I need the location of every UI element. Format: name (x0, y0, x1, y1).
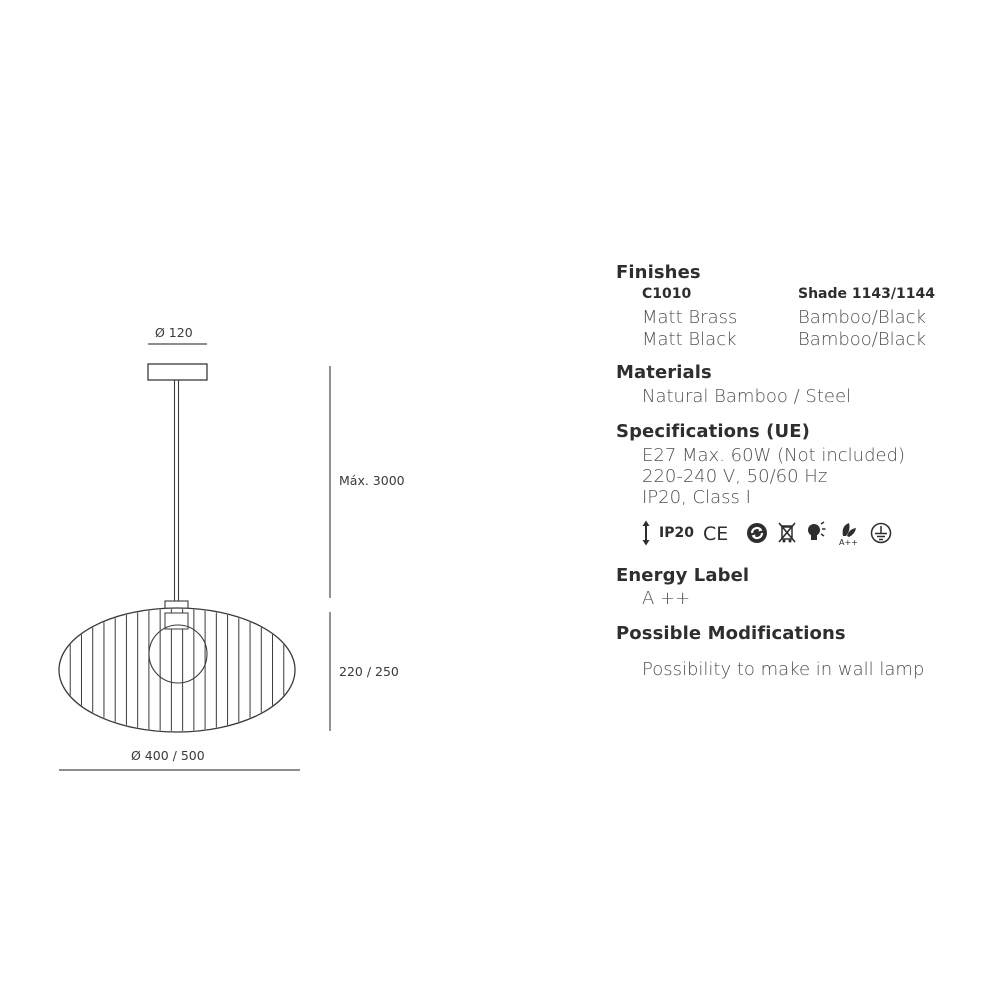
finishes-col1-header: C1010 (642, 286, 692, 302)
ce-mark-icon (703, 523, 737, 543)
shade-value: Bamboo/Black (798, 329, 927, 350)
earth-ground-icon (870, 522, 892, 544)
finishes-heading: Finishes (616, 262, 701, 283)
spec-line: E27 Max. 60W (Not included) (642, 445, 906, 466)
finish-value: Matt Brass (642, 307, 738, 328)
energy-icon-text: A++ (838, 538, 858, 546)
modifications-value: Possibility to make in wall lamp (642, 659, 925, 680)
shade-height-label: 220 / 250 (339, 664, 399, 679)
finish-value: Matt Black (642, 329, 737, 350)
ip20-icon: IP20 (659, 525, 694, 541)
energy-a-plus-plus-icon (835, 520, 861, 546)
canopy-diameter-label: Ø 120 (155, 325, 193, 340)
spec-panel (616, 262, 986, 680)
recycle-icon (746, 522, 768, 544)
weee-bin-icon (777, 521, 797, 545)
ce-mark-text: CE (702, 523, 729, 543)
height-adjustable-icon (642, 520, 650, 546)
led-bulb-icon (806, 521, 826, 545)
specifications-heading: Specifications (UE) (616, 421, 810, 442)
spec-line: 220-240 V, 50/60 Hz (642, 466, 828, 487)
spec-line: IP20, Class I (642, 487, 751, 508)
specifications-list (642, 445, 986, 508)
energy-label-value: A ++ (642, 588, 691, 609)
cable-length-label: Máx. 3000 (339, 473, 405, 488)
materials-heading: Materials (616, 362, 712, 383)
finishes-col2-header: Shade 1143/1144 (798, 286, 935, 302)
energy-label-heading: Energy Label (616, 565, 750, 586)
certification-icons (642, 520, 986, 546)
finishes-table (642, 283, 986, 350)
materials-value: Natural Bamboo / Steel (642, 386, 852, 407)
shade-diameter-label: Ø 400 / 500 (131, 748, 205, 763)
shade (59, 608, 295, 732)
modifications-heading: Possible Modifications (616, 623, 846, 644)
shade-value: Bamboo/Black (798, 307, 927, 328)
canopy (148, 364, 207, 380)
